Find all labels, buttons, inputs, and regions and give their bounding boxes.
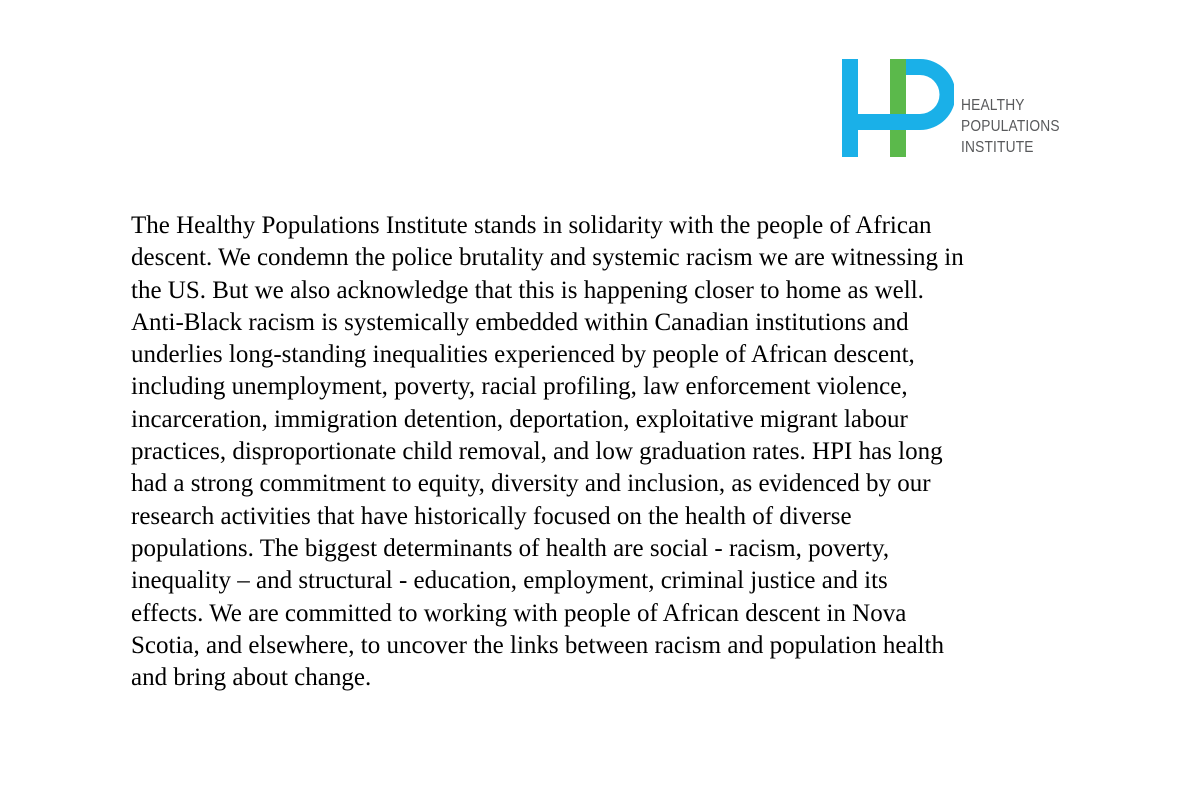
statement-line: had a strong commitment to equity, diversity and inclusion, as evidenced by our	[131, 470, 931, 498]
logo-line-1: HEALTHY	[961, 97, 1025, 114]
statement-line: and bring about change.	[131, 664, 372, 692]
statement-line: The Healthy Populations Institute stands in solidarity with the people of African	[131, 212, 932, 239]
logo-wordmark	[961, 95, 1060, 158]
statement-line: the US. But we also acknowledge that this is happening closer to home as well.	[131, 276, 924, 304]
statement-line: practices, disproportionate child removal, and low graduation rates. HPI has long	[131, 438, 943, 466]
statement-line: populations. The biggest determinants of health are social - racism, poverty,	[131, 534, 890, 562]
statement-line: research activities that have historically focused on the health of diverse	[131, 502, 852, 530]
logo-h-left-bar	[842, 59, 858, 157]
logo-green-bar-top	[890, 59, 906, 114]
statement-line: descent. We condemn the police brutality and systemic racism we are witnessing in	[131, 244, 964, 272]
logo-line-3: INSTITUTE	[961, 139, 1034, 156]
statement-line: Anti-Black racism is systemically embedded within Canadian institutions and	[131, 308, 909, 336]
statement-line: incarceration, immigration detention, deportation, exploitative migrant labour	[131, 405, 908, 433]
statement-line: including unemployment, poverty, racial profiling, law enforcement violence,	[131, 373, 908, 401]
statement-line: Scotia, and elsewhere, to uncover the links between racism and population health	[131, 631, 944, 659]
hpi-logo	[842, 59, 1082, 159]
logo-line-2: POPULATIONS	[961, 118, 1060, 135]
solidarity-statement	[131, 210, 1081, 694]
statement-line: inequality – and structural - education, employment, criminal justice and its	[131, 567, 888, 595]
logo-h-crossbar	[842, 114, 898, 130]
statement-line: underlies long-standing inequalities experienced by people of African descent,	[131, 341, 915, 369]
hpi-logo-mark	[842, 59, 954, 159]
statement-line: effects. We are committed to working with people of African descent in Nova	[131, 599, 907, 627]
logo-green-bar-bottom	[890, 130, 906, 157]
